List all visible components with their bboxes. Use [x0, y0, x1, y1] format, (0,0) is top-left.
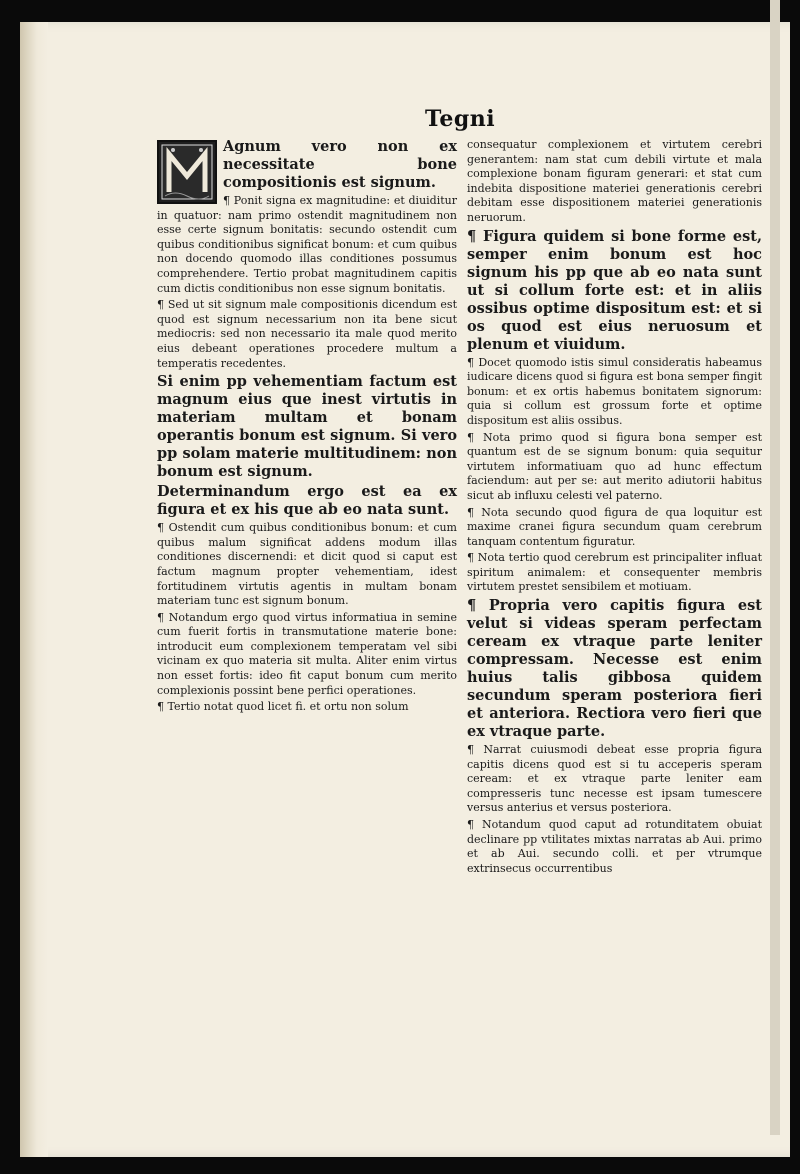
book-page — [20, 22, 790, 1157]
right-paragraph: ¶ Narrat cuiusmodi debeat esse propria figura capitis dicens quod est si tu acceperis speram ceream: et ex vtraque parte leniter eam compresseris tunc necesse est ipsam tumescere versus anterius et versus posteriora. — [467, 743, 762, 815]
right-paragraph: consequatur complexionem et virtutem cerebri generantem: nam stat cum debili virtute et mala complexione bonam figuram generari: et stat cum indebita dispositione materiei generationis cerebri debitam esse dispositionem materiei generationis neruorum. — [467, 138, 762, 224]
right-paragraph: ¶ Notandum quod caput ad rotunditatem obuiat declinare pp vtilitates mixtas narratas ab Aui. primo et ab Aui. secundo colli. et per vtrumque extrinsecus occurrentibus — [467, 818, 762, 875]
lemma-text: ¶ Figura quidem si bone forme est, semper enim bonum est hoc signum his pp que ab eo nata sunt ut si collum forte est: et in aliis ossibus optime dispositum est: et si os quod est eius neruosum et plenum et viuidum. — [467, 227, 762, 353]
left-paragraph: ¶ Sed ut sit signum male compositionis dicendum est quod est signum necessarium non ita bene sicut mediocris: sed non necessario ita male quod merito eius debeant operationes procedere multum a temperatis recedentes. — [157, 298, 457, 370]
right-paragraph: ¶ Nota secundo quod figura de qua loquitur est maxime cranei figura secundum quam cerebrum tanquam contentum figuratur. — [467, 505, 762, 548]
left-paragraph: ¶ Tertio notat quod licet fi. et ortu non solum — [157, 700, 409, 714]
left-column — [157, 138, 457, 717]
section-heading: Agnum vero non ex necessitate bone compositionis est signum. — [223, 138, 457, 191]
lemma-text: Si enim pp vehementiam factum est magnum eius que inest virtutis in materiam multam et bonam operantis bonum est signum. Si vero pp solam materie multitudinem: non bonum est signum. — [157, 373, 457, 481]
right-column — [467, 138, 762, 878]
right-paragraph: ¶ Docet quomodo istis simul consideratis habeamus iudicare dicens quod si figura est bona semper fingit bonum: et ex ortis habemus bonitatem signorum: quia si collum est grossum forte et optime dispositum est aliis ossibus. — [467, 355, 762, 427]
binding-gutter — [20, 22, 48, 1157]
left-paragraph: ¶ Notandum ergo quod virtus informatiua in semine cum fuerit fortis in transmutatione materie bone: introducit eum complexionem temperatam vel sibi vicinam ex quo materia sit multa. Aliter enim virtus non esset fortis: ideo fit caput bonum cum merito complexionis possint bene perfici operationes. — [157, 610, 457, 697]
lemma-text: Determinandum ergo est ea ex figura et ex his que ab eo nata sunt. — [157, 483, 457, 519]
left-paragraph: ¶ Ponit signa ex magnitudine: et diuiditur in quatuor: nam primo ostendit magnitudinem non esse certe signum bonitatis: secundo ostendit cum quibus conditionibus significat bonum: et cum quibus non docendo quomodo illas conditiones possumus comprehendere. Tertio probat magnitudinem capitis cum dictis conditionibus non esse signum bonitatis. — [157, 194, 457, 295]
running-head: Tegni — [425, 106, 496, 132]
lemma-text: ¶ Propria vero capitis figura est velut si videas speram perfectam ceream ex vtraque parte leniter compressam. Necesse est enim huius talis gibbosa quidem secundum speram posteriora fieri et anteriora. Rectiora vero fieri que ex vtraque parte. — [467, 597, 762, 741]
right-paragraph: ¶ Nota primo quod si figura bona semper est quantum est de se signum bonum: quia sequitur virtutem informatiuam quo ad hunc effectum faciendum: aut per se: aut merito adiutorii habitus sicut ab influxu celesti vel paterno. — [467, 430, 762, 502]
decorated-initial-m-icon — [157, 140, 217, 204]
page-edge-strip — [770, 0, 780, 1135]
left-paragraph: ¶ Ostendit cum quibus conditionibus bonum: et cum quibus malum significat addens modum illas conditiones discernendi: et dicit quod si caput est factum magnum propter vehementiam, idest fortitudinem virtutis agentis in multam bonam materiam tunc est signum bonum. — [157, 521, 457, 608]
right-paragraph: ¶ Nota tertio quod cerebrum est principaliter influat spiritum animalem: et consequenter membris virtutem prestet sensibilem et motiuam. — [467, 551, 762, 594]
